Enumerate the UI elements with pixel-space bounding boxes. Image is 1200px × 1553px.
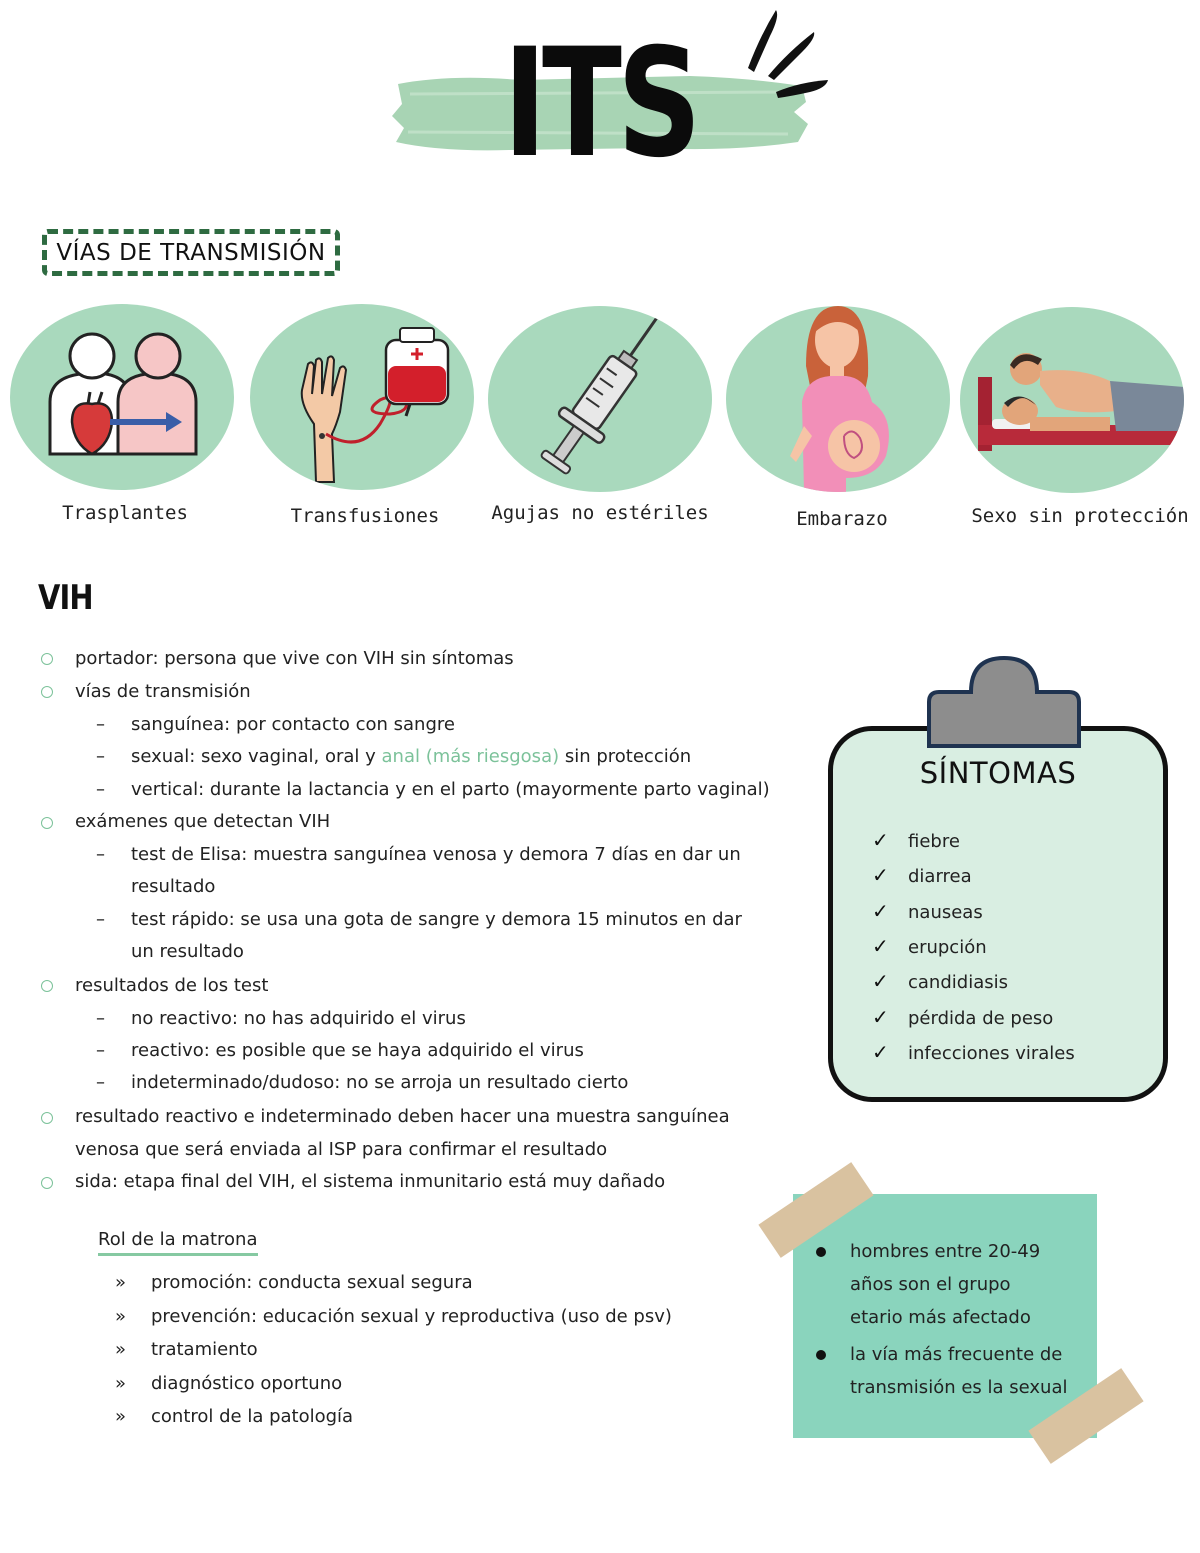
vih-item: exámenes que detectan VIH [75,811,331,832]
vih-subitem: indeterminado/dudoso: no se arroja un resultado cierto [131,1072,629,1093]
symptom-item: ✓ erupción [872,934,987,958]
double-chevron-icon: » [115,1406,127,1427]
pregnancy-circle [726,306,950,492]
vih-subitem-continued: resultado [131,876,216,897]
checkmark-icon: ✓ [872,969,889,993]
checkmark-icon: ✓ [872,863,889,887]
note-line: etario más afectado [850,1307,1031,1328]
rol-item: prevención: educación sexual y reproductiva (uso de psv) [151,1306,672,1327]
circle-bullet-icon [41,653,53,665]
vih-subitem-continued: un resultado [131,941,244,962]
double-chevron-icon: » [115,1339,127,1360]
dot-bullet-icon [816,1350,826,1360]
rol-item: diagnóstico oportuno [151,1373,343,1394]
note-line: hombres entre 20-49 [850,1241,1041,1262]
dash-bullet-icon: – [96,1072,105,1093]
note-line: la vía más frecuente de [850,1344,1063,1365]
clipboard-clip-icon [925,656,1083,750]
circle-bullet-icon [41,686,53,698]
symptom-item: ✓ fiebre [872,828,960,852]
checkmark-icon: ✓ [872,1005,889,1029]
vih-subitem: vertical: durante la lactancia y en el parto (mayormente parto vaginal) [131,779,770,800]
circle-bullet-icon [41,817,53,829]
transmission-label: Agujas no estériles [491,502,709,524]
circle-bullet-icon [41,1177,53,1189]
transfusion-circle [250,304,474,490]
note-line: años son el grupo [850,1274,1011,1295]
rol-item: promoción: conducta sexual segura [151,1272,473,1293]
dash-bullet-icon: – [96,844,105,865]
blood-transfusion-icon [250,304,474,490]
vih-item: resultado reactivo e indeterminado deben hacer una muestra sanguínea [75,1106,730,1127]
dash-bullet-icon: – [96,1008,105,1029]
dash-bullet-icon: – [96,1040,105,1061]
syringe-icon [488,306,712,492]
pregnant-woman-icon [726,306,950,492]
symptom-item: ✓ pérdida de peso [872,1005,1054,1029]
emphasis-strokes-icon [740,6,836,102]
double-chevron-icon: » [115,1272,127,1293]
section-label-transmission: VÍAS DE TRANSMISIÓN [42,229,340,276]
double-chevron-icon: » [115,1306,127,1327]
vih-subitem: test rápido: se usa una gota de sangre y demora 15 minutos en dar [131,909,742,930]
symptom-item: ✓ candidiasis [872,969,1008,993]
vih-item-continued: venosa que será enviada al ISP para confirmar el resultado [75,1139,608,1160]
vih-item: sida: etapa final del VIH, el sistema inmunitario está muy dañado [75,1171,666,1192]
transmission-label: Sexo sin protección [971,505,1189,527]
highlight-text: anal (más riesgosa) [381,746,560,767]
dash-bullet-icon: – [96,909,105,930]
couple-bed-icon [960,307,1184,493]
syringe-circle [488,306,712,492]
rol-item: control de la patología [151,1406,354,1427]
vih-subitem: reactivo: es posible que se haya adquirido el virus [131,1040,584,1061]
checkmark-icon: ✓ [872,828,889,852]
dash-bullet-icon: – [96,714,105,735]
page-title: ITS [503,17,697,191]
rol-item: tratamiento [151,1339,258,1360]
vih-heading: VIH [38,578,93,618]
vih-item: resultados de los test [75,975,269,996]
vih-subitem: no reactivo: no has adquirido el virus [131,1008,466,1029]
vih-subitem: test de Elisa: muestra sanguínea venosa y demora 7 días en dar un [131,844,741,865]
transmission-label: Transfusiones [290,505,440,527]
dot-bullet-icon [816,1247,826,1257]
vih-item: portador: persona que vive con VIH sin síntomas [75,648,514,669]
checkmark-icon: ✓ [872,1040,889,1064]
transplant-circle [10,304,234,490]
vih-subitem: sanguínea: por contacto con sangre [131,714,455,735]
symptom-item: ✓ diarrea [872,863,972,887]
note-line: transmisión es la sexual [850,1377,1068,1398]
organ-transplant-icon [10,304,234,490]
transmission-label: Trasplantes [62,502,188,524]
symptoms-heading: SÍNTOMAS [919,756,1077,790]
symptom-item: ✓ nauseas [872,899,983,923]
vih-item: vías de transmisión [75,681,251,702]
unprotected-sex-circle [960,307,1184,493]
circle-bullet-icon [41,980,53,992]
circle-bullet-icon [41,1112,53,1124]
vih-subitem: sexual: sexo vaginal, oral y anal (más riesgosa) sin protección [131,746,692,767]
symptom-item: ✓ infecciones virales [872,1040,1075,1064]
dash-bullet-icon: – [96,779,105,800]
checkmark-icon: ✓ [872,899,889,923]
transmission-label: Embarazo [796,508,888,530]
double-chevron-icon: » [115,1373,127,1394]
dash-bullet-icon: – [96,746,105,767]
checkmark-icon: ✓ [872,934,889,958]
rol-heading: Rol de la matrona [98,1228,258,1256]
